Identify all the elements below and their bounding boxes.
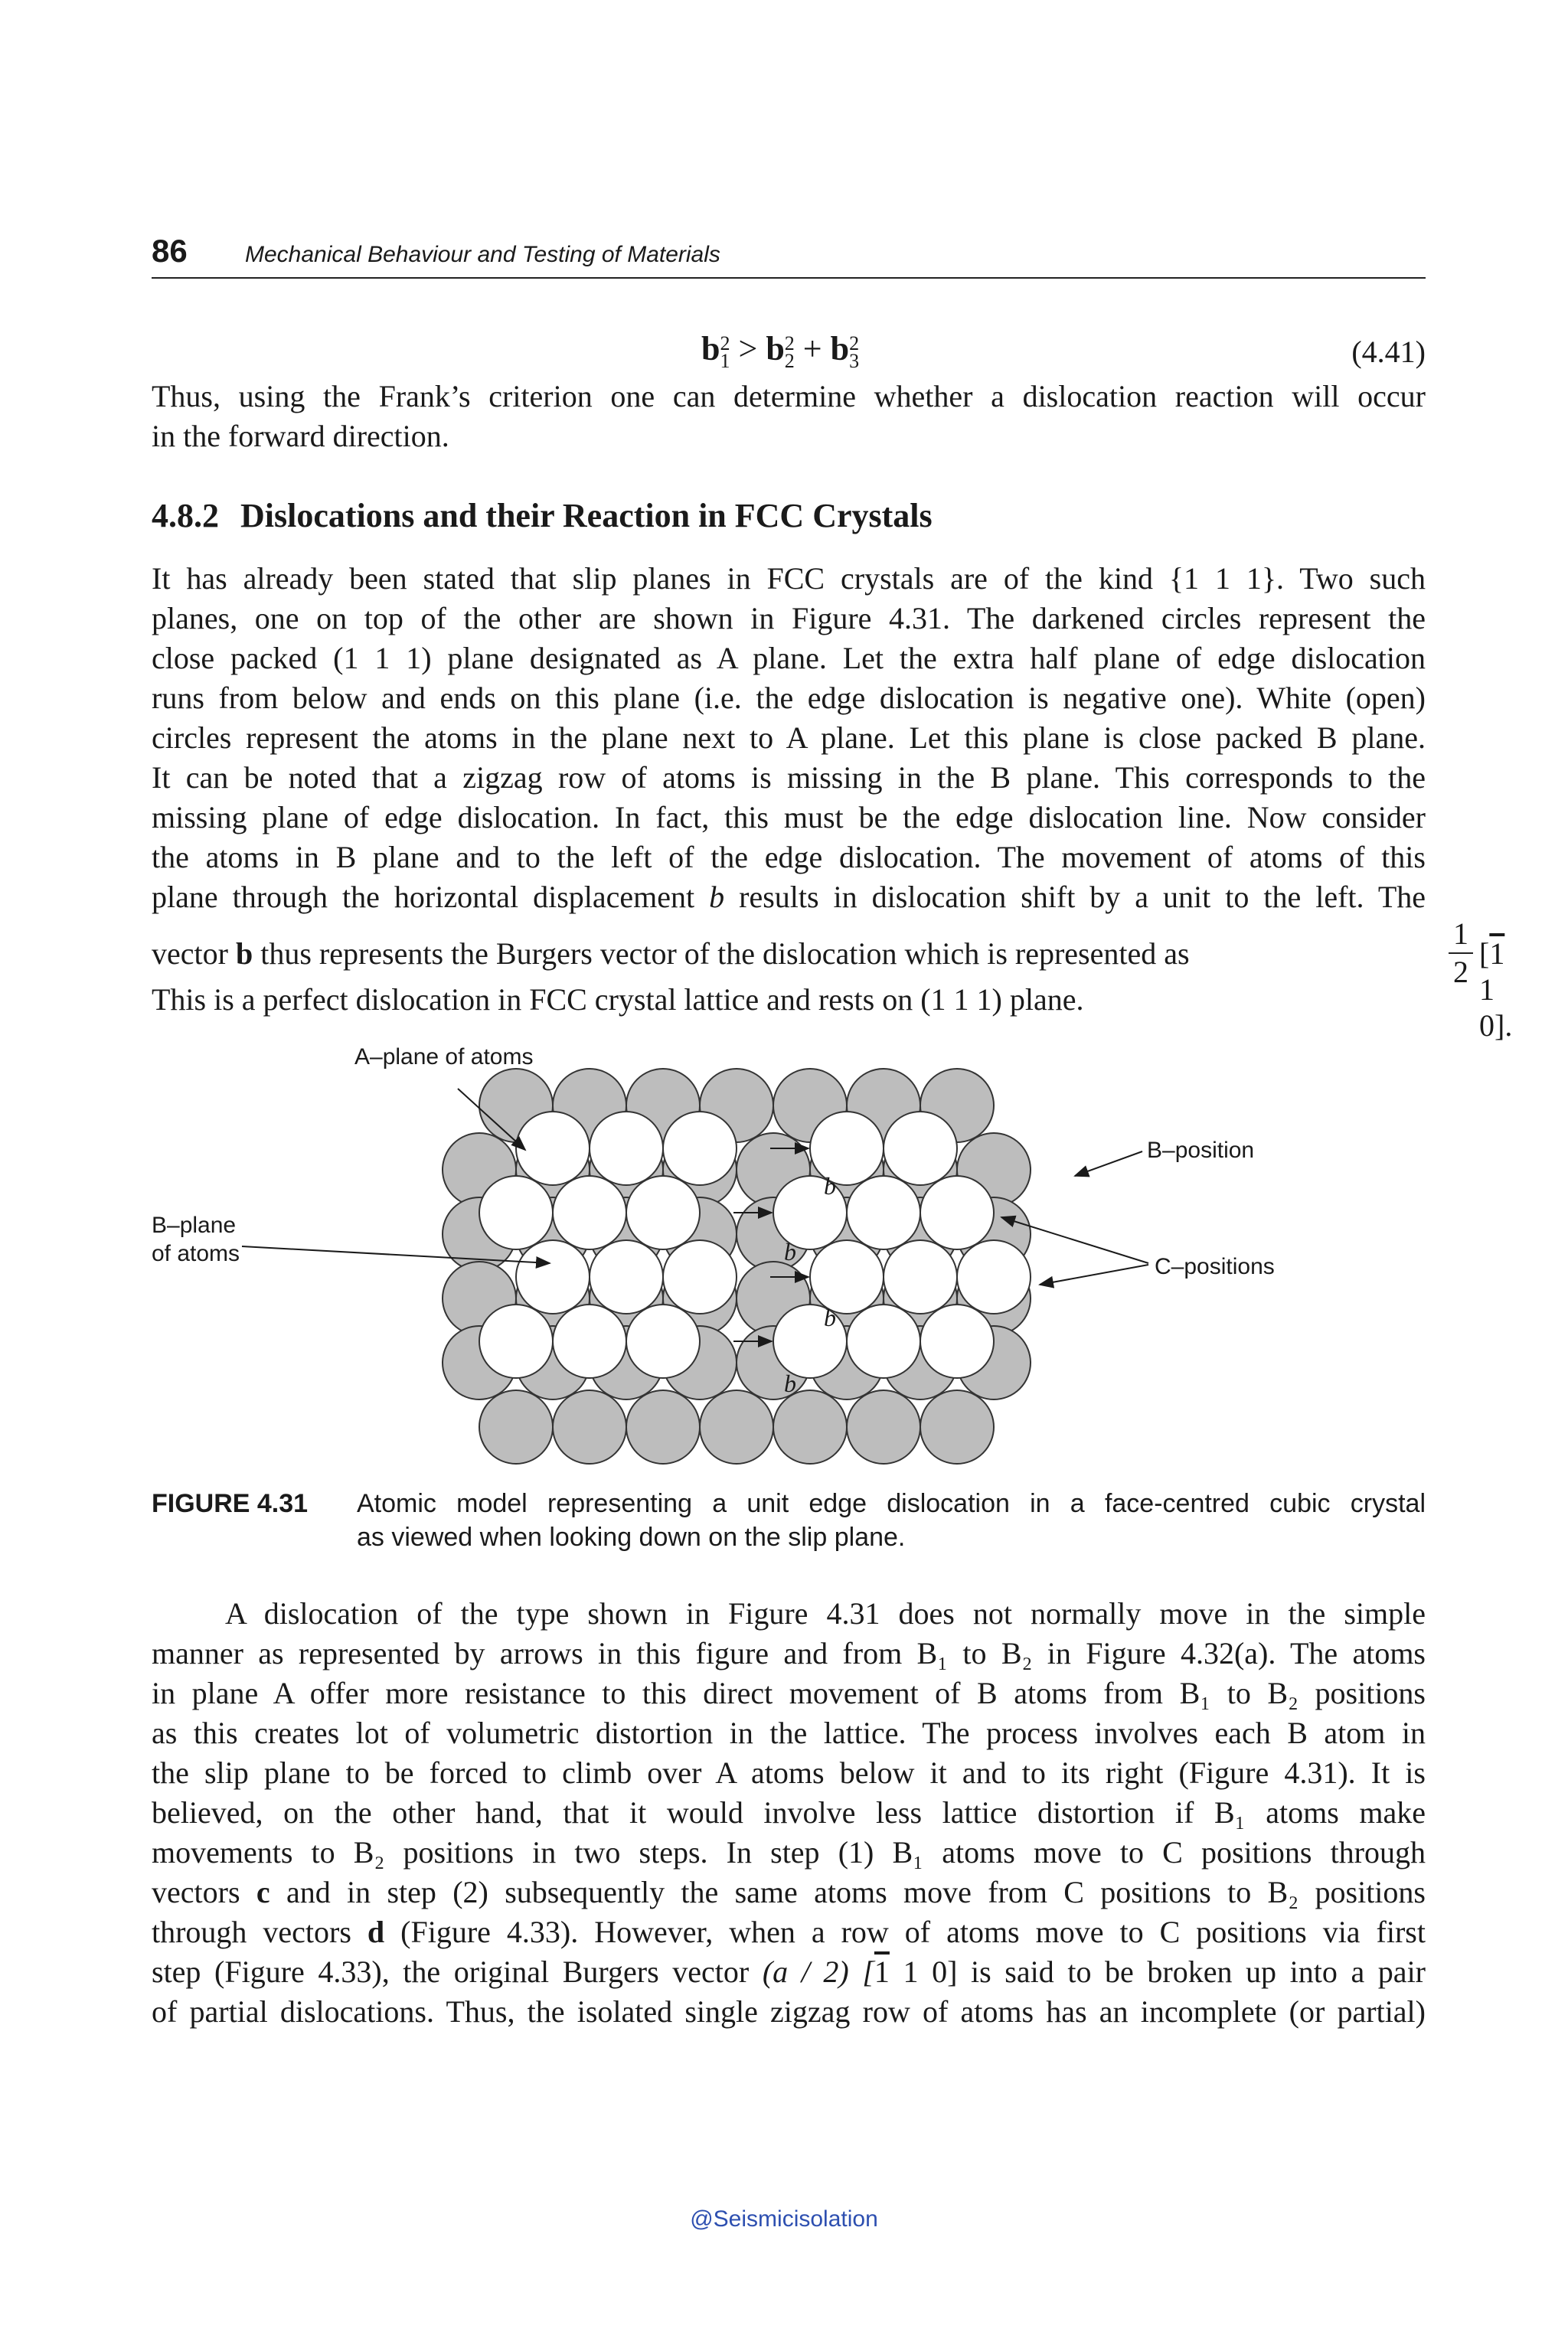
text-line: in the forward direction.	[152, 419, 449, 453]
pointer-b-position	[1075, 1151, 1142, 1176]
text-line: missing plane of edge dislocation. In fact, this must be the edge dislocation line. Now consider	[152, 800, 1426, 834]
b-atom	[516, 1112, 590, 1185]
text-line: in plane A offer more resistance to this direct movement of B atoms from B₁ to B₂ positions	[152, 1676, 1426, 1710]
label-b-plane-line2: of atoms	[152, 1241, 240, 1266]
a-atom	[479, 1390, 553, 1464]
caption-text	[357, 1487, 1426, 1554]
text-line: It has already been stated that slip planes in FCC crystals are of the kind {1 1 1}. Two such	[152, 561, 1426, 596]
paragraph-partial-dislocations	[152, 1594, 1426, 2032]
burgers-symbol-row3: b	[824, 1304, 836, 1331]
b-atom	[590, 1240, 663, 1314]
running-title: Mechanical Behaviour and Testing of Materials	[245, 242, 720, 267]
caption-label: FIGURE 4.31	[152, 1489, 309, 1518]
b-atom	[516, 1240, 590, 1314]
b-atom	[553, 1305, 626, 1378]
b-atom	[626, 1176, 700, 1249]
a-atom	[553, 1390, 626, 1464]
caption-line: Atomic model representing a unit edge dislocation in a face-centred cubic crystal	[357, 1489, 1426, 1518]
text-line: step (Figure 4.33), the original Burgers vector (a / 2) [1 1 0] is said to be broken up into a pair	[152, 1955, 1426, 1989]
paragraph-frank-criterion	[152, 377, 1426, 456]
paragraph-perfect-dislocation	[152, 980, 1426, 1020]
section-heading	[152, 496, 933, 535]
label-a-plane: A–plane of atoms	[354, 1044, 534, 1070]
b-atom	[553, 1176, 626, 1249]
atomic-model-diagram	[152, 1041, 1426, 1485]
burgers-symbol-row4: b	[784, 1370, 796, 1397]
a-atom	[773, 1390, 847, 1464]
text-line: circles represent the atoms in the plane next to A plane. Let this plane is close packed B plane.	[152, 720, 1426, 755]
text-line: movements to B₂ positions in two steps. In step (1) B₁ atoms move to C positions through	[152, 1835, 1426, 1870]
text-line: as this creates lot of volumetric distortion in the lattice. The process involves each B atom in	[152, 1716, 1426, 1750]
b-atom	[590, 1112, 663, 1185]
b-atom	[479, 1305, 553, 1378]
fraction-one-half: 1 2	[1446, 916, 1476, 991]
burgers-symbol-row2: b	[784, 1238, 796, 1265]
text-line: of partial dislocations. Thus, the isolated single zigzag row of atoms has an incomplete (or partial)	[152, 1994, 1426, 2029]
text-line: It can be noted that a zigzag row of atoms is missing in the B plane. This corresponds to the	[152, 760, 1426, 795]
text-line: runs from below and ends on this plane (i.e. the edge dislocation is negative one). White (open)	[152, 681, 1426, 715]
text-line: This is a perfect dislocation in FCC crystal lattice and rests on (1 1 1) plane.	[152, 982, 1084, 1017]
a-atom	[626, 1390, 700, 1464]
b-atom	[847, 1305, 920, 1378]
equation-4-41	[152, 322, 1426, 375]
b-atom	[626, 1305, 700, 1378]
text-line: the atoms in B plane and to the left of the edge dislocation. The movement of atoms of this	[152, 840, 1426, 874]
label-b-position: B–position	[1147, 1138, 1255, 1163]
burgers-symbol-row1: b	[824, 1172, 836, 1200]
b-atom	[920, 1176, 994, 1249]
equation-number: (4.41)	[1351, 335, 1426, 369]
label-c-positions: C–positions	[1155, 1254, 1275, 1279]
paragraph-fcc-slip-planes	[152, 559, 1426, 917]
b-atom	[479, 1176, 553, 1249]
b-atom	[847, 1176, 920, 1249]
b-atom	[957, 1240, 1031, 1314]
section-title: Dislocations and their Reaction in FCC Crystals	[240, 497, 933, 534]
label-b-plane-line1: B–plane	[152, 1213, 237, 1238]
section-number: 4.8.2	[152, 497, 219, 534]
text-line: A dislocation of the type shown in Figure 4.31 does not normally move in the simple	[225, 1596, 1426, 1631]
b-atom	[884, 1240, 957, 1314]
a-atom	[700, 1390, 773, 1464]
text-line: the slip plane to be forced to climb over A atoms below it and to its right (Figure 4.31). It is	[152, 1755, 1426, 1790]
page-number: 86	[152, 233, 188, 269]
pointer-c-position-2	[1040, 1265, 1148, 1285]
text-line: through vectors d (Figure 4.33). However, when a row of atoms move to C positions via first	[152, 1915, 1426, 1949]
b-atom	[663, 1112, 737, 1185]
b-atom	[810, 1112, 884, 1185]
b-atom	[663, 1240, 737, 1314]
caption-line: as viewed when looking down on the slip plane.	[357, 1523, 906, 1552]
a-atom	[920, 1390, 994, 1464]
text-line: believed, on the other hand, that it would involve less lattice distortion if B₁ atoms make	[152, 1795, 1426, 1830]
figure-4-31	[152, 1041, 1426, 1485]
b-atom	[884, 1112, 957, 1185]
watermark: @Seismicisolation	[690, 2206, 878, 2232]
text-line: Thus, using the Frank’s criterion one can determine whether a dislocation reaction will occur	[152, 379, 1426, 413]
text-line: vectors c and in step (2) subsequently the same atoms move from C positions to B₂ positions	[152, 1875, 1426, 1909]
miller-index: [1 1 0].	[1479, 936, 1513, 1043]
text-line: plane through the horizontal displacement b results in dislocation shift by a unit to the left. The	[152, 880, 1426, 914]
text-line: manner as represented by arrows in this figure and from B₁ to B₂ in Figure 4.32(a). The atoms	[152, 1636, 1426, 1670]
text-line: vector b thus represents the Burgers vector of the dislocation which is represented as	[152, 936, 1190, 971]
a-atom	[847, 1390, 920, 1464]
text-line: planes, one on top of the other are shown in Figure 4.31. The darkened circles represent the	[152, 601, 1426, 635]
b-atom	[920, 1305, 994, 1378]
text-line: close packed (1 1 1) plane designated as A plane. Let the extra half plane of edge dislocation	[152, 641, 1426, 675]
equation-expression: b2 1 > b2 2 + b2 3	[701, 330, 860, 372]
running-header	[152, 230, 1426, 279]
b-atom	[810, 1240, 884, 1314]
